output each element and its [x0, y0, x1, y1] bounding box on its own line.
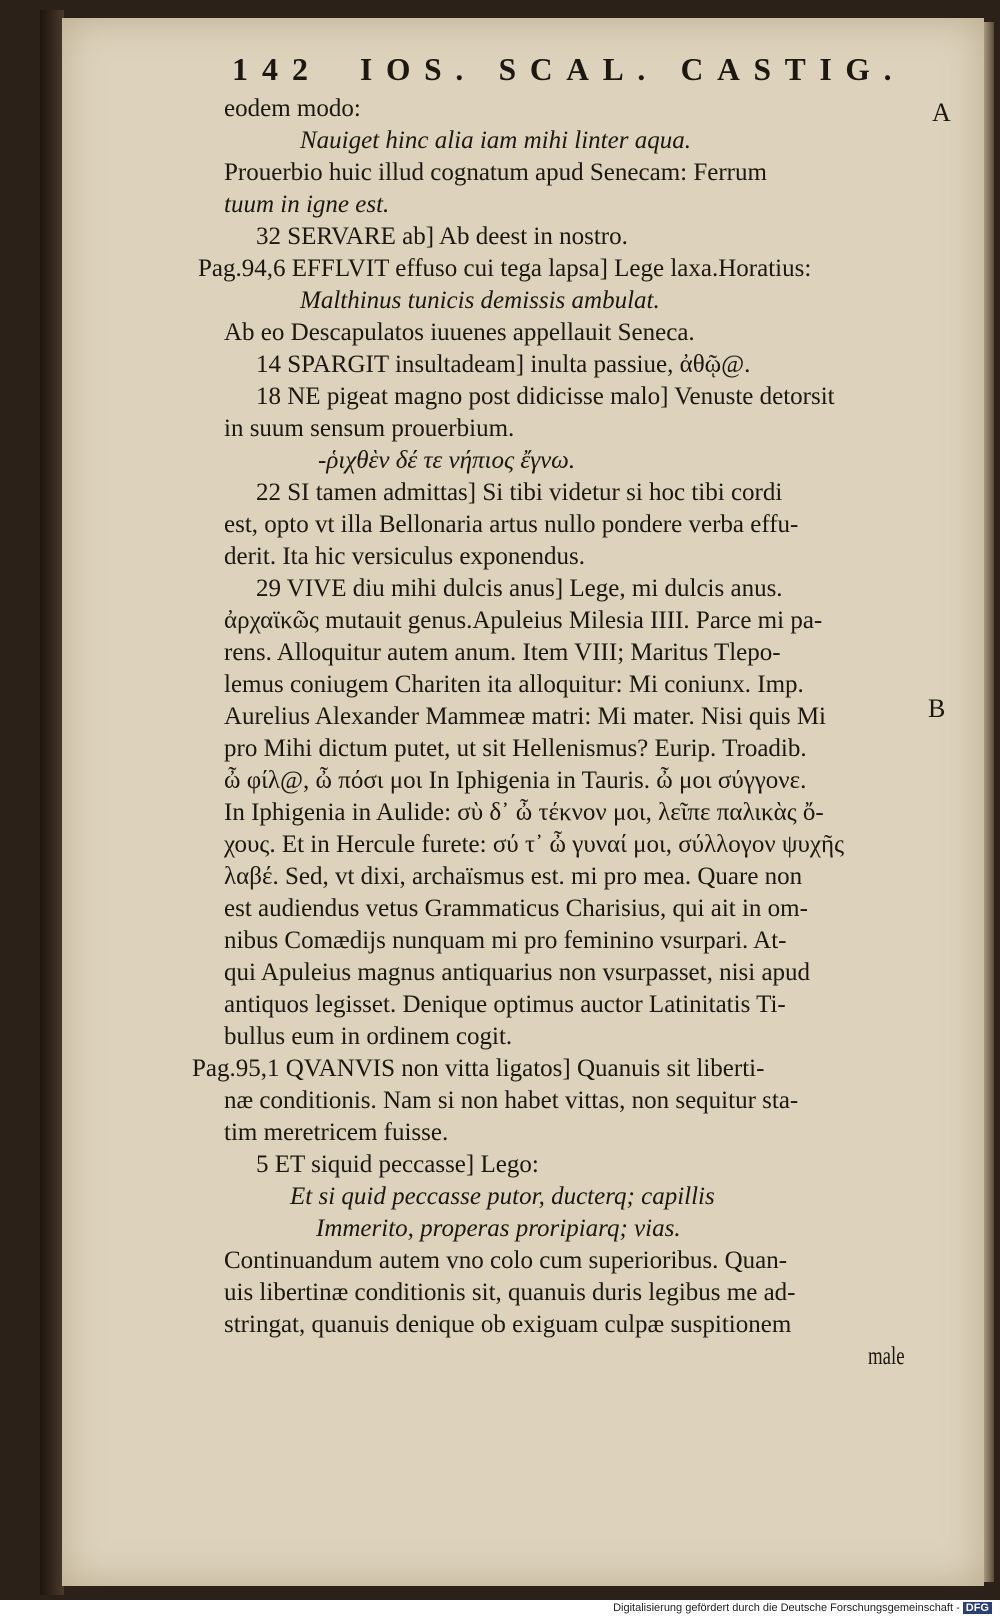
- text-line: In Iphigenia in Aulide: σὺ δ᾽ ὦ τέκνον μοι, λεῖπε παλικὰς ὄ-: [224, 799, 824, 826]
- text-line: in suum sensum prouerbium.: [224, 415, 515, 442]
- margin-letter-a: A: [932, 98, 951, 127]
- lemma-line: 32 SERVARE ab] Ab deest in nostro.: [256, 223, 628, 250]
- text-line: Ab eo Descapulatos iuuenes appellauit Seneca.: [224, 319, 695, 346]
- text-line: qui Apuleius magnus antiquarius non vsurpasset, nisi apud: [224, 959, 811, 986]
- text-line: lemus coniugem Chariten ita alloquitur: Mi coniunx. Imp.: [224, 671, 804, 698]
- text-line: bullus eum in ordinem cogit.: [224, 1023, 513, 1050]
- verse-line: Malthinus tunicis demissis ambulat.: [300, 287, 660, 314]
- lemma-line: Pag.95,1 QVANVIS non vitta ligatos] Quanuis sit liberti-: [192, 1055, 765, 1082]
- lemma-line: 5 ET siquid peccasse] Lego:: [256, 1151, 539, 1178]
- text-line: est, opto vt illa Bellonaria artus nullo pondere verba effu-: [224, 511, 799, 538]
- text-line: Continuandum autem vno colo cum superioribus. Quan-: [224, 1247, 788, 1274]
- text-line: derit. Ita hic versiculus exponendus.: [224, 543, 586, 570]
- text-line: næ conditionis. Nam si non habet vittas, non sequitur sta-: [224, 1087, 799, 1114]
- text-line: Prouerbio huic illud cognatum apud Senecam: Ferrum: [224, 159, 767, 186]
- verse-line: Immerito, properas proripiarq; vias.: [316, 1215, 681, 1242]
- text-line: ἀρχαϊκῶς mutauit genus.Apuleius Milesia IIII. Parce mi pa-: [224, 607, 823, 634]
- running-title: IOS. SCAL. CASTIG.: [360, 51, 906, 87]
- text-line: χους. Et in Hercule furete: σύ τ᾽ ὦ γυναί μοι, σύλλογον ψυχῆς: [224, 831, 844, 858]
- catchword: male: [868, 1343, 905, 1370]
- dfg-badge: DFG: [963, 1602, 992, 1614]
- page-edge: [984, 22, 994, 1582]
- text-line: uis libertinæ conditionis sit, quanuis duris legibus me ad-: [224, 1279, 796, 1306]
- digitization-footer: [613, 1602, 992, 1614]
- text-line: tuum in igne est.: [224, 191, 390, 218]
- text-line: est audiendus vetus Grammaticus Charisius, qui ait in om-: [224, 895, 808, 922]
- text-line: pro Mihi dictum putet, ut sit Hellenismus? Eurip. Troadib.: [224, 735, 807, 762]
- text-line: λαβέ. Sed, vt dixi, archaïsmus est. mi pro mea. Quare non: [224, 863, 803, 890]
- text-line: Aurelius Alexander Mammeæ matri: Mi mater. Nisi quis Mi: [224, 703, 827, 730]
- text-line: rens. Alloquitur autem anum. Item VIII; Maritus Tlepo-: [224, 639, 781, 666]
- text-line: ὦ φίλ@, ὦ πόσι μοι In Iphigenia in Tauris. ὦ μοι σύγγονε.: [224, 767, 807, 794]
- lemma-line: 18 NE pigeat magno post didicisse malo] Venuste detorsit: [256, 383, 835, 410]
- lemma-line: Pag.94,6 EFFLVIT effuso cui tega lapsa] Lege laxa.Horatius:: [198, 255, 812, 282]
- book-spine: [40, 10, 64, 1595]
- text-line: stringat, quanuis denique ob exiguam culpæ suspitionem: [224, 1311, 792, 1338]
- lemma-line: 22 SI tamen admittas] Si tibi videtur si hoc tibi cordi: [256, 479, 783, 506]
- lemma-line: 29 VIVE diu mihi dulcis anus] Lege, mi dulcis anus.: [256, 575, 783, 602]
- footer-text: Digitalisierung gefördert durch die Deutsche Forschungsgemeinschaft -: [613, 1602, 960, 1614]
- verse-line: Nauiget hinc alia iam mihi linter aqua.: [300, 127, 691, 154]
- lemma-line: 14 SPARGIT insultadeam] inulta passiue, ἀθῷ@.: [256, 351, 751, 378]
- text-line: antiquos legisset. Denique optimus auctor Latinitatis Ti-: [224, 991, 786, 1018]
- verse-line: Et si quid peccasse putor, ducterq; capillis: [290, 1183, 715, 1210]
- margin-letter-b: B: [928, 694, 946, 723]
- text-line: eodem modo:: [224, 95, 361, 122]
- page-number: 142: [232, 51, 322, 87]
- text-line: tim meretricem fuisse.: [224, 1119, 449, 1146]
- greek-line: -ῥιχθὲν δέ τε νήπιος ἔγνω.: [318, 447, 576, 474]
- text-line: nibus Comædijs nunquam mi pro feminino vsurpari. At-: [224, 927, 787, 954]
